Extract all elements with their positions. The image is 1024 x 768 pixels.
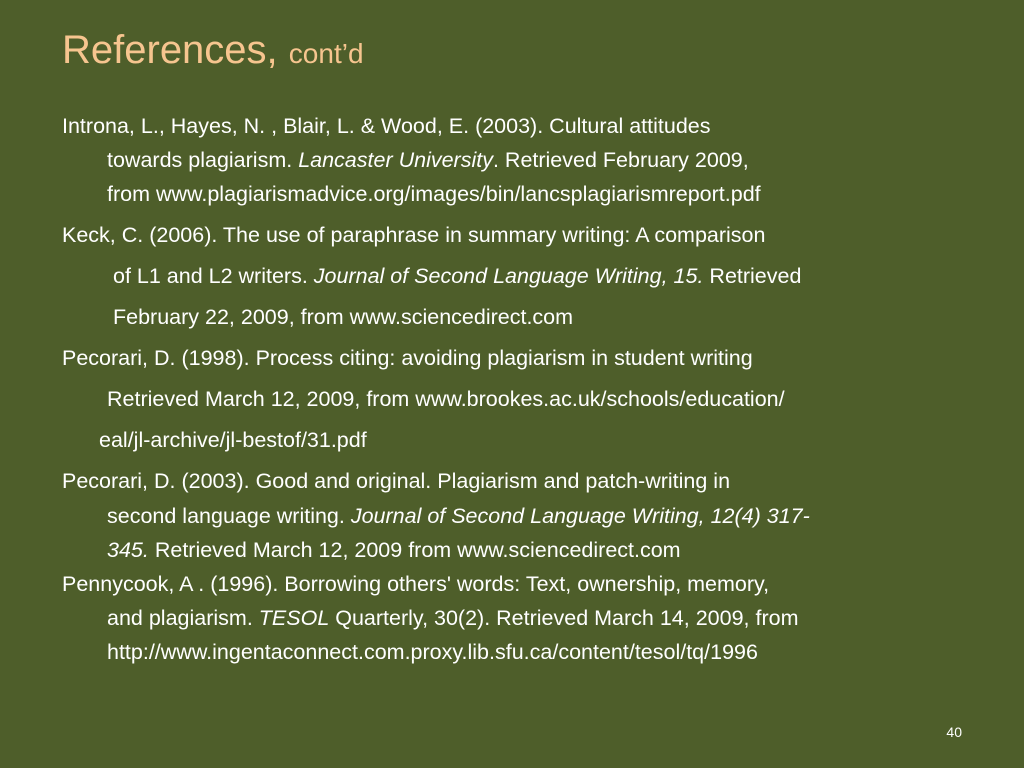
reference-line <box>62 221 765 249</box>
page-number: 40 <box>946 724 962 740</box>
text-segment: Pecorari, D. (2003). Good and original. Plagiarism and patch-writing in <box>62 469 731 493</box>
text-segment: Retrieved March 12, 2009 from www.sciencedirect.com <box>148 538 681 562</box>
text-segment: and plagiarism. <box>107 606 259 630</box>
title-suffix: cont’d <box>288 38 364 69</box>
italic-segment: Journal of Second Language Writing, 12(4) 317- <box>350 504 810 528</box>
reference-line <box>107 638 758 666</box>
reference-line <box>62 467 730 495</box>
reference-line <box>113 262 801 290</box>
text-segment: of L1 and L2 writers. <box>113 264 314 288</box>
italic-segment: Journal of Second Language Writing, 15. <box>313 264 704 288</box>
reference-line <box>107 180 761 208</box>
text-segment: Retrieved March 12, 2009, from www.brookes.ac.uk/schools/education/ <box>107 387 785 411</box>
text-segment: Pecorari, D. (1998). Process citing: avoiding plagiarism in student writing <box>62 346 753 370</box>
text-segment: second language writing. <box>107 504 351 528</box>
reference-line <box>107 146 749 174</box>
text-segment: Pennycook, A . (1996). Borrowing others' words: Text, ownership, memory, <box>62 572 770 596</box>
italic-segment: 345. <box>107 538 149 562</box>
text-segment: Keck, C. (2006). The use of paraphrase in summary writing: A comparison <box>62 223 766 247</box>
reference-line <box>107 385 785 413</box>
text-segment: Introna, L., Hayes, N. , Blair, L. & Wood, E. (2003). Cultural attitudes <box>62 114 711 138</box>
reference-line <box>107 502 810 530</box>
title-main: References, <box>62 28 278 72</box>
text-segment: from www.plagiarismadvice.org/images/bin/lancsplagiarismreport.pdf <box>107 182 761 206</box>
reference-line <box>113 303 573 331</box>
reference-line <box>107 604 799 632</box>
text-segment: February 22, 2009, from www.sciencedirect.com <box>113 305 574 329</box>
reference-line <box>107 536 681 564</box>
reference-line <box>62 112 711 140</box>
reference-line <box>62 570 769 598</box>
text-segment: Retrieved <box>703 264 802 288</box>
text-segment: towards plagiarism. <box>107 148 299 172</box>
reference-line <box>99 426 367 454</box>
slide-title <box>62 26 364 74</box>
italic-segment: TESOL <box>258 606 330 630</box>
text-segment: eal/jl-archive/jl-bestof/31.pdf <box>99 428 367 452</box>
reference-line <box>62 344 753 372</box>
text-segment: Quarterly, 30(2). Retrieved March 14, 2009, from <box>329 606 799 630</box>
italic-segment: Lancaster University <box>298 148 493 172</box>
text-segment: . Retrieved February 2009, <box>492 148 749 172</box>
text-segment: http://www.ingentaconnect.com.proxy.lib.sfu.ca/content/tesol/tq/1996 <box>107 640 758 664</box>
